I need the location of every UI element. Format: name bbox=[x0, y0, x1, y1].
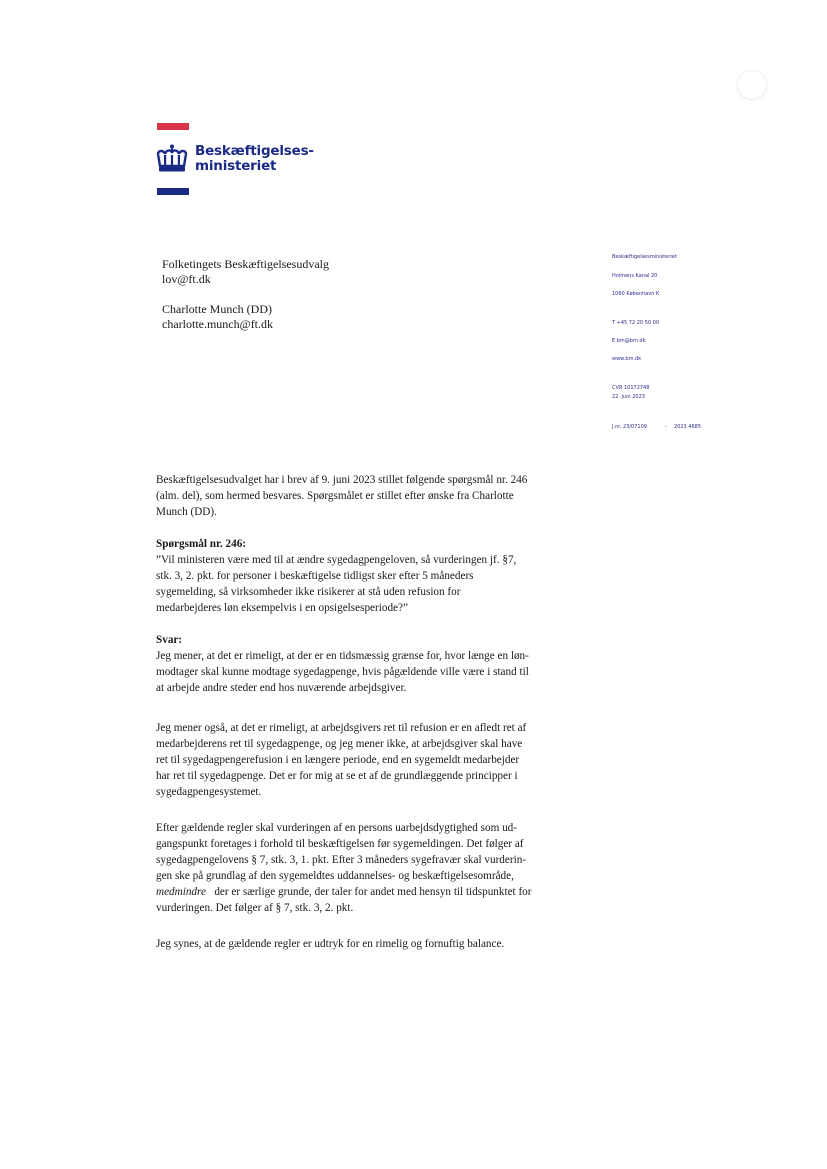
sender-org: Beskæftigelsesministeriet bbox=[612, 254, 677, 260]
letter-body bbox=[156, 472, 538, 968]
recipient-committee: Folketingets Beskæftigelsesudvalg bbox=[162, 257, 329, 271]
page-corner-button[interactable] bbox=[737, 70, 767, 100]
answer-paragraph-2 bbox=[156, 720, 538, 800]
logo-blue-bar bbox=[157, 188, 189, 195]
recipient-committee-email: lov@ft.dk bbox=[162, 272, 211, 286]
text-line: har ret til sygedagpenge. Det er for mig at se et af de grundlæggende principper i bbox=[156, 770, 518, 782]
text-line: modtager skal kunne modtage sygedagpenge, hvis pågældende ville være i stand til bbox=[156, 666, 529, 678]
sender-street: Holmens Kanal 20 bbox=[612, 273, 658, 279]
sender-phone: T +45 72 20 50 00 bbox=[612, 320, 660, 326]
text-line: Efter gældende regler skal vurderingen af en persons uarbejdsdygtighed som ud- bbox=[156, 822, 517, 834]
text-line: Beskæftigelsesudvalget har i brev af 9. juni 2023 stillet følgende spørgsmål nr. 246 bbox=[156, 474, 528, 486]
sender-web[interactable]: www.bm.dk bbox=[612, 356, 642, 362]
journal-number-value: 2023 4685 bbox=[674, 424, 702, 430]
text-line: sygemelding, så virksomheder ikke risikerer at stå uden refusion for bbox=[156, 586, 461, 598]
text-line: gen ske på grundlag af den sygemeldtes uddannelses- og beskæftigelsesområde, bbox=[156, 870, 514, 882]
question-section bbox=[156, 536, 538, 616]
text-line: medarbejderes løn eksempelvis i en opsigelsesperiode?” bbox=[156, 602, 408, 614]
recipient-block bbox=[162, 257, 329, 332]
recipient-person-email: charlotte.munch@ft.dk bbox=[162, 317, 274, 331]
italic-word: medmindre bbox=[156, 886, 206, 898]
sender-cvr: CVR 10172748 bbox=[612, 385, 650, 391]
text-line: sygedagpengelovens § 7, stk. 3, 1. pkt. Efter 3 måneders sygefravær skal vurderin- bbox=[156, 854, 527, 866]
text-line: gangspunkt foretages i forhold til beskæftigelsen før sygemeldingen. Det følger af bbox=[156, 838, 524, 850]
text-line: Jeg mener, at det er rimeligt, at der er en tidsmæssig grænse for, hvor længe en løn- bbox=[156, 650, 529, 662]
sender-email[interactable]: E bm@bm.dk bbox=[612, 338, 646, 344]
text-line: (alm. del), som hermed besvares. Spørgsmålet er stillet efter ønske fra Charlotte bbox=[156, 490, 514, 502]
logo-wordmark bbox=[195, 144, 314, 174]
text-fragment: der er særlige grunde, der taler for andet med hensyn til tidspunktet for bbox=[205, 886, 532, 898]
journal-number-dash: - bbox=[665, 424, 667, 430]
answer-paragraph-3 bbox=[156, 820, 538, 916]
answer-paragraph-1 bbox=[156, 632, 538, 696]
answer-paragraph-4 bbox=[156, 936, 538, 952]
intro-paragraph bbox=[156, 472, 538, 520]
text-line: Munch (DD). bbox=[156, 506, 217, 518]
text-line: Jeg mener også, at det er rimeligt, at arbejdsgivers ret til refusion er en afledt ret af bbox=[156, 722, 527, 734]
logo-line-1: Beskæftigelses- bbox=[195, 143, 314, 159]
text-line: stk. 3, 2. pkt. for personer i beskæftigelse tidligst sker efter 5 måneders bbox=[156, 570, 474, 582]
recipient-person: Charlotte Munch (DD) bbox=[162, 302, 272, 316]
text-line bbox=[156, 886, 532, 898]
text-line: Jeg synes, at de gældende regler er udtryk for en rimelig og fornuftig balance. bbox=[156, 938, 505, 950]
text-line: ret til sygedagpengerefusion i en længere periode, end en sygemeldt medarbejder bbox=[156, 754, 520, 766]
text-line: ”Vil ministeren være med til at ændre sygedagpengeloven, så vurderingen jf. §7, bbox=[156, 554, 517, 566]
sender-city: 1060 København K bbox=[612, 291, 660, 297]
crown-icon bbox=[155, 144, 189, 174]
question-heading: Spørgsmål nr. 246: bbox=[156, 538, 247, 550]
text-line: medarbejderens ret til sygedagpenge, og jeg mener ikke, at arbejdsgiver skal have bbox=[156, 738, 523, 750]
letter-date: 22. juni 2023 bbox=[612, 394, 645, 400]
text-line: sygedagpengesystemet. bbox=[156, 786, 262, 798]
logo-red-bar bbox=[157, 123, 189, 130]
journal-number-label: J.nr. 23/07109 bbox=[612, 424, 647, 430]
answer-heading: Svar: bbox=[156, 634, 183, 646]
text-line: vurderingen. Det følger af § 7, stk. 3, 2. pkt. bbox=[156, 902, 354, 914]
logo-line-2: ministeriet bbox=[195, 158, 277, 174]
text-line: at arbejde andre steder end hos nuværende arbejdsgiver. bbox=[156, 682, 407, 694]
